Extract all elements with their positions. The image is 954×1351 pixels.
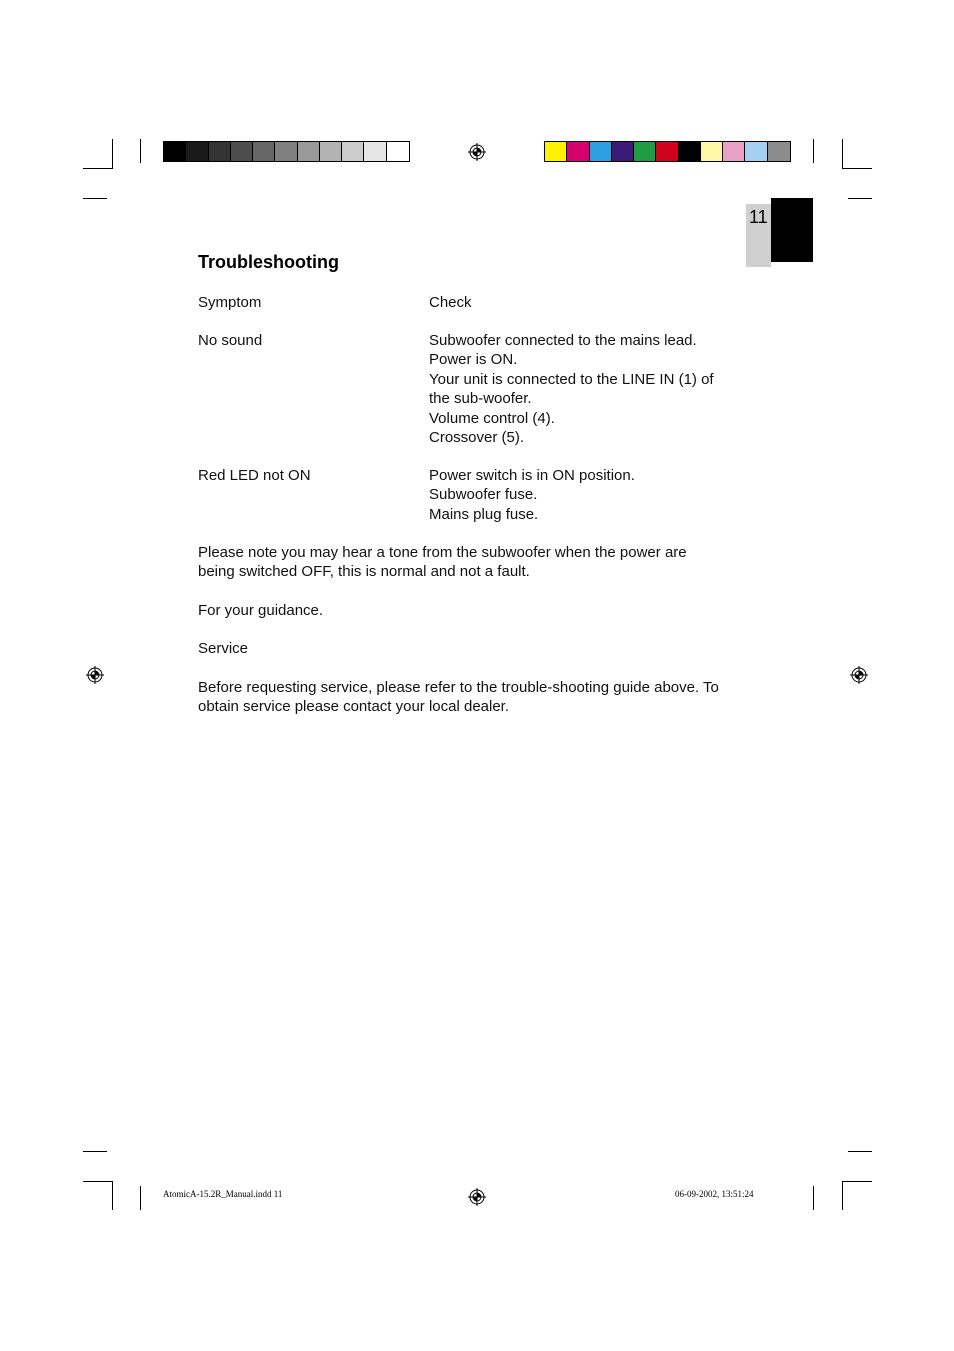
service-text-line: obtain service please contact your local dealer. (198, 698, 510, 715)
check-item: Crossover (5). (429, 429, 525, 447)
crop-mark (842, 1181, 843, 1210)
color-swatch (745, 142, 767, 161)
service-heading: Service (198, 640, 249, 657)
color-swatch (656, 142, 678, 161)
crop-mark (813, 1186, 814, 1210)
crop-mark (83, 1151, 107, 1152)
crop-mark (83, 1181, 113, 1182)
footer-file-name: AtomicA-15.2R_Manual.indd 11 (163, 1189, 283, 1199)
crop-mark (848, 198, 872, 199)
color-swatch (679, 142, 701, 161)
crop-mark (140, 1186, 141, 1210)
color-swatch (590, 142, 612, 161)
symptom-cell: Red LED not ON (198, 467, 311, 484)
check-item: Volume control (4). (429, 409, 555, 427)
page-tab-black (771, 198, 813, 262)
crop-mark (83, 168, 113, 169)
check-item: Subwoofer connected to the mains lead. (429, 332, 697, 349)
color-swatch (612, 142, 634, 161)
note-line: being switched OFF, this is normal and not a fault. (198, 563, 530, 580)
symptom-cell: No sound (198, 332, 263, 349)
color-swatch (275, 142, 297, 161)
color-swatch (209, 142, 231, 161)
check-item: Subwoofer fuse. (429, 486, 538, 504)
color-swatch (634, 142, 656, 161)
color-swatch (364, 142, 386, 161)
service-text-line: Before requesting service, please refer to the trouble-shooting guide above. To (198, 679, 719, 696)
color-swatch (387, 142, 409, 161)
check-item: Power is ON. (429, 351, 518, 369)
color-swatch (545, 142, 567, 161)
color-swatch (701, 142, 723, 161)
crop-mark (842, 168, 872, 169)
crop-mark (140, 139, 141, 163)
check-item: Mains plug fuse. (429, 505, 539, 523)
crop-mark (848, 1151, 872, 1152)
crop-mark (112, 1181, 113, 1210)
grey-ramp-bar (163, 141, 410, 162)
registration-mark-icon (468, 143, 486, 161)
color-swatch (164, 142, 186, 161)
symptom-header: Symptom (198, 294, 262, 311)
guidance-text: For your guidance. (198, 602, 324, 619)
color-swatch (320, 142, 342, 161)
check-item: Your unit is connected to the LINE IN (1) of (429, 370, 714, 388)
page-title: Troubleshooting (198, 252, 339, 272)
footer-timestamp: 06-09-2002, 13:51:24 (675, 1189, 754, 1199)
crop-mark (842, 1181, 872, 1182)
color-swatch (186, 142, 208, 161)
page-number: 11 (749, 207, 768, 227)
registration-mark-icon (850, 666, 868, 684)
color-swatch (253, 142, 275, 161)
registration-mark-icon (86, 666, 104, 684)
registration-mark-icon (468, 1188, 486, 1206)
check-item: the sub-woofer. (429, 390, 532, 408)
crop-mark (813, 139, 814, 163)
crop-mark (83, 198, 107, 199)
color-swatch (342, 142, 364, 161)
color-swatch-bar (544, 141, 791, 162)
color-swatch (298, 142, 320, 161)
check-list (429, 466, 635, 524)
note-line: Please note you may hear a tone from the subwoofer when the power are (198, 544, 687, 561)
color-swatch (723, 142, 745, 161)
check-header: Check (429, 294, 472, 311)
crop-mark (842, 139, 843, 168)
color-swatch (231, 142, 253, 161)
check-item: Power switch is in ON position. (429, 467, 635, 484)
check-list (429, 331, 714, 447)
color-swatch (567, 142, 589, 161)
crop-mark (112, 139, 113, 168)
color-swatch (768, 142, 790, 161)
